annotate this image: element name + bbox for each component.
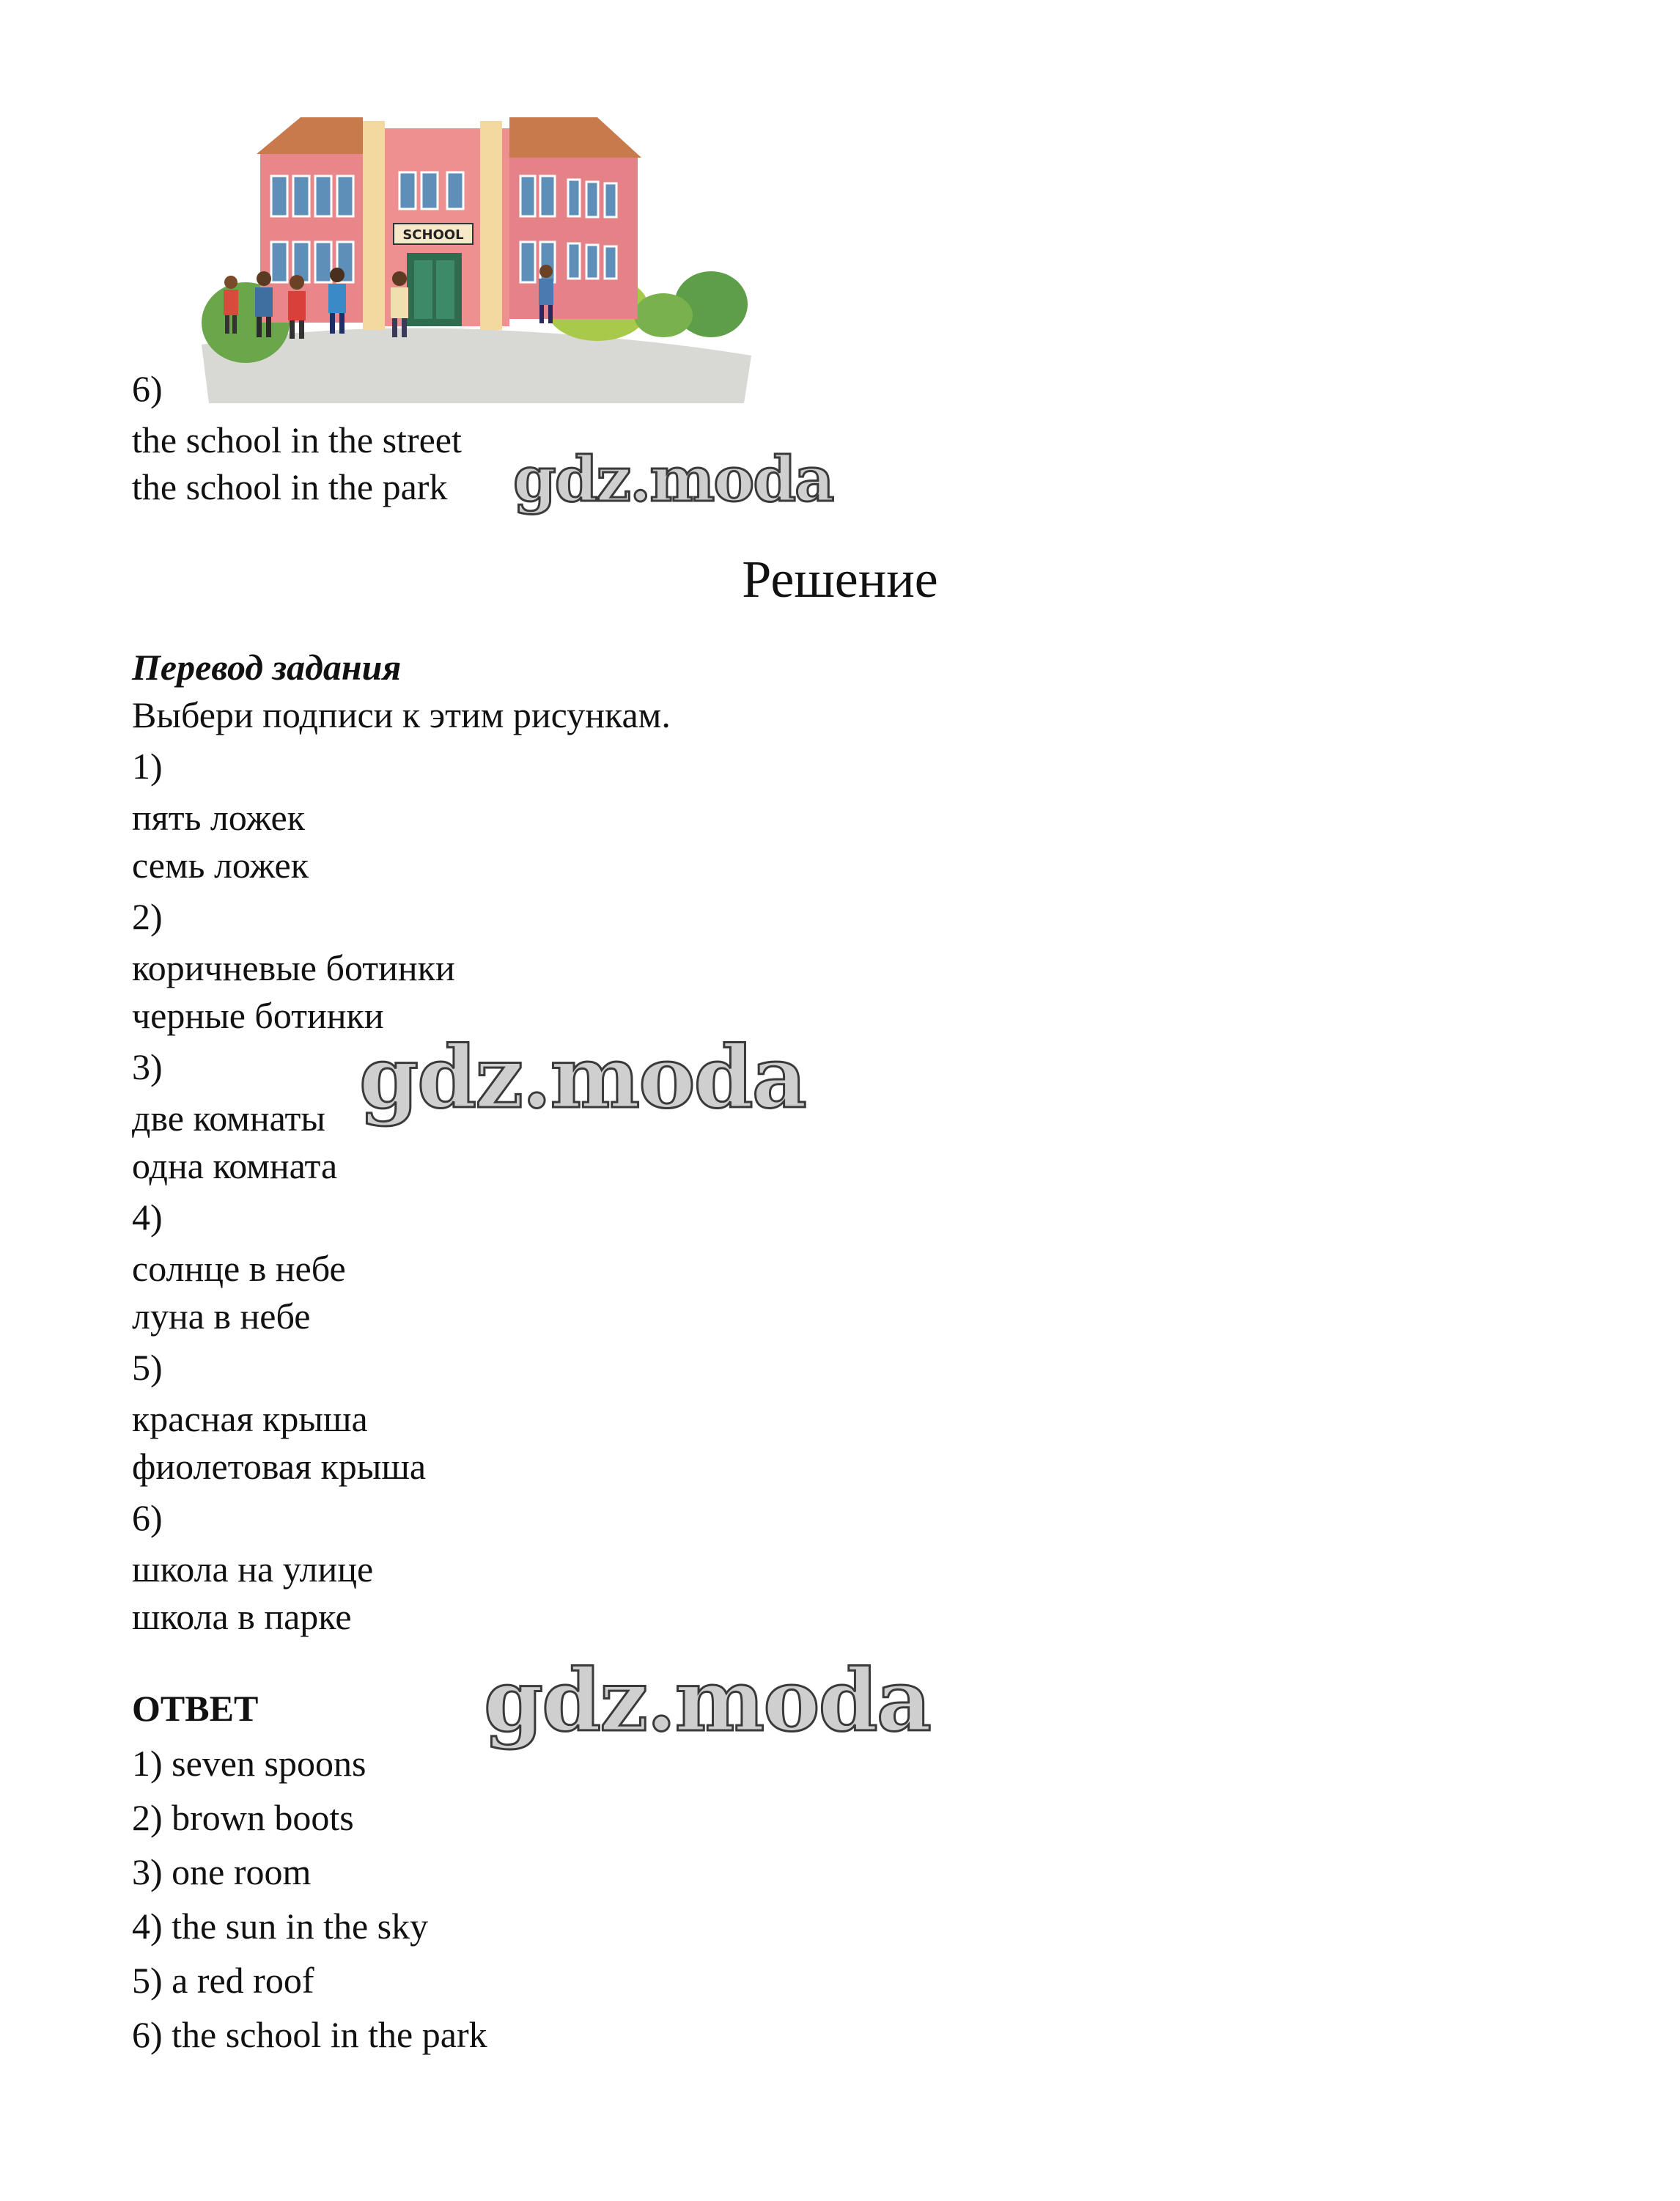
item-option: красная крыша: [132, 1398, 368, 1439]
item-option: две комнаты: [132, 1098, 325, 1139]
school-building-illustration: [187, 103, 759, 403]
item-number: 3): [132, 1046, 163, 1087]
watermark: gdz.moda: [513, 443, 833, 515]
item-option: школа на улице: [132, 1548, 374, 1590]
school-sign: SCHOOL: [402, 227, 464, 243]
item-number: 5): [132, 1347, 163, 1388]
exercise-option: the school in the street: [132, 419, 462, 460]
exercise-option: the school in the park: [132, 466, 448, 507]
watermark: gdz.moda: [359, 1028, 806, 1128]
item-option: школа в парке: [132, 1596, 352, 1637]
item-option: коричневые ботинки: [132, 947, 455, 988]
answer-item: 3) one room: [132, 1851, 312, 1892]
item-number: 1): [132, 746, 163, 787]
answer-item: 5) a red roof: [132, 1960, 314, 2001]
item-option: луна в небе: [132, 1296, 311, 1337]
solution-title: Решение: [742, 550, 938, 609]
translation-heading: Перевод задания: [132, 647, 402, 688]
answer-item: 4) the sun in the sky: [132, 1906, 429, 1947]
answer-item: 6) the school in the park: [132, 2014, 487, 2055]
item-option: фиолетовая крыша: [132, 1446, 427, 1487]
item-option: семь ложек: [132, 845, 309, 886]
instruction-text: Выбери подписи к этим рисункам.: [132, 694, 671, 735]
answer-item: 2) brown boots: [132, 1797, 354, 1838]
item-option: пять ложек: [132, 797, 305, 838]
item-option: солнце в небе: [132, 1248, 346, 1289]
item-number: 4): [132, 1197, 163, 1238]
item-number: 6): [132, 1497, 163, 1538]
item-number: 2): [132, 896, 163, 937]
item-option: одна комната: [132, 1145, 338, 1186]
answer-heading: ОТВЕТ: [132, 1688, 259, 1729]
item-option: черные ботинки: [132, 995, 384, 1036]
watermark: gdz.moda: [484, 1651, 930, 1751]
exercise-item-number: 6): [132, 368, 163, 409]
answer-item: 1) seven spoons: [132, 1743, 366, 1784]
